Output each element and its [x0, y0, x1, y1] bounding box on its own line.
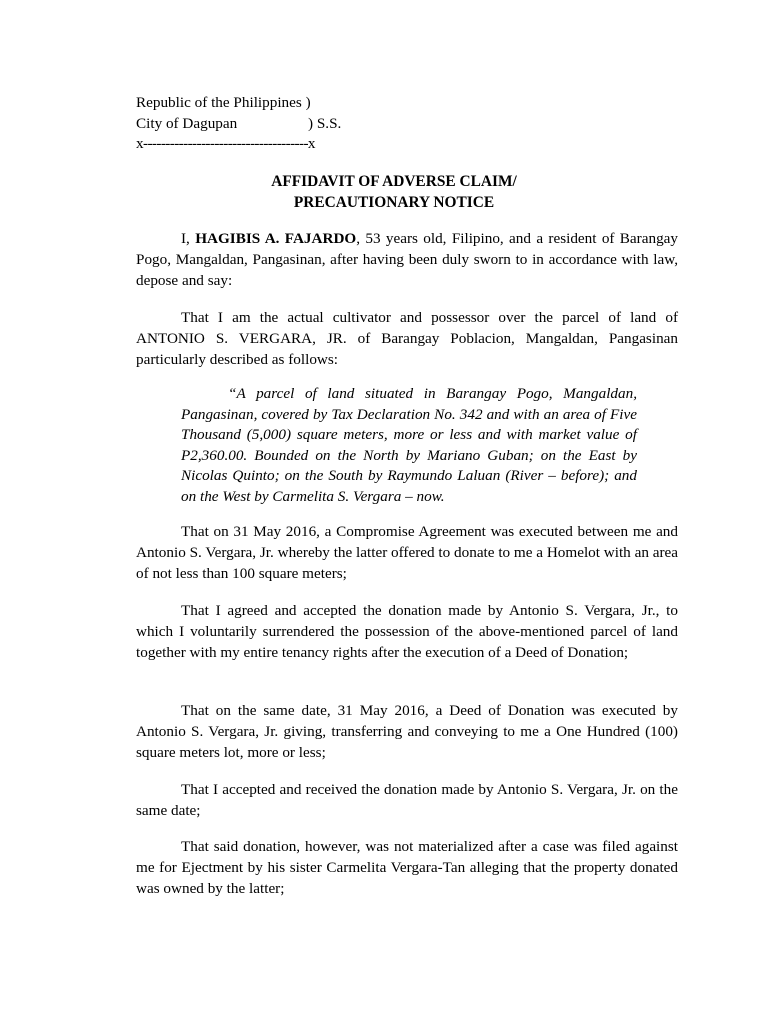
caption-city	[136, 114, 342, 134]
caption-separator: x-------------------------------------x	[136, 135, 315, 152]
intro-rest: , 53 years old, Filipino, and a resident of Barangay Pogo, Mangaldan, Pangasinan, after having been duly sworn to in accordance with law, depose and say:	[136, 230, 678, 289]
document-title-line-2: PRECAUTIONARY NOTICE	[293, 194, 495, 211]
paragraph-donation-accepted: That I agreed and accepted the donation made by Antonio S. Vergara, Jr., to which I voluntarily surrendered the possession of the above-mentioned parcel of land together with my entire tenancy rights after the execution of a Deed of Donation;	[136, 602, 678, 661]
document-title-line-1: AFFIDAVIT OF ADVERSE CLAIM/	[271, 173, 517, 190]
paragraph-affiant-intro	[136, 229, 678, 291]
caption-ss: ) S.S.	[308, 115, 342, 132]
caption-republic: Republic of the Philippines )	[136, 94, 311, 111]
paragraph-cultivator: That I am the actual cultivator and possessor over the parcel of land of ANTONIO S. VERGARA, JR. of Barangay Poblacion, Mangaldan, Pangasinan particularly described as follows:	[136, 309, 678, 368]
land-description-quote: “A parcel of land situated in Barangay Pogo, Mangaldan, Pangasinan, covered by Tax Declaration No. 342 and with an area of Five Thousand (5,000) square meters, more or less and with market value of P2,360.00. Bounded on the North by Mariano Guban; on the East by Nicolas Quinto; on the South by Raymundo Laluan (River – before); and on the West by Carmelita S. Vergara – now.	[181, 385, 637, 505]
paragraph-deed-of-donation: That on the same date, 31 May 2016, a Deed of Donation was executed by Antonio S. Vergara, Jr. giving, transferring and conveying to me a One Hundred (100) square meters lot, more or less;	[136, 702, 678, 761]
paragraph-ejectment-case: That said donation, however, was not materialized after a case was filed against me for Ejectment by his sister Carmelita Vergara-Tan alleging that the property donated was owned by the latter;	[136, 838, 678, 897]
intro-prefix: I,	[181, 230, 196, 247]
affiant-name: HAGIBIS A. FAJARDO	[195, 230, 357, 247]
paragraph-compromise-agreement: That on 31 May 2016, a Compromise Agreement was executed between me and Antonio S. Vergara, Jr. whereby the latter offered to donate to me a Homelot with an area of not less than 100 square meters;	[136, 523, 678, 582]
caption-city-name: City of Dagupan	[136, 115, 238, 132]
paragraph-donation-received: That I accepted and received the donation made by Antonio S. Vergara, Jr. on the same date;	[136, 781, 678, 819]
